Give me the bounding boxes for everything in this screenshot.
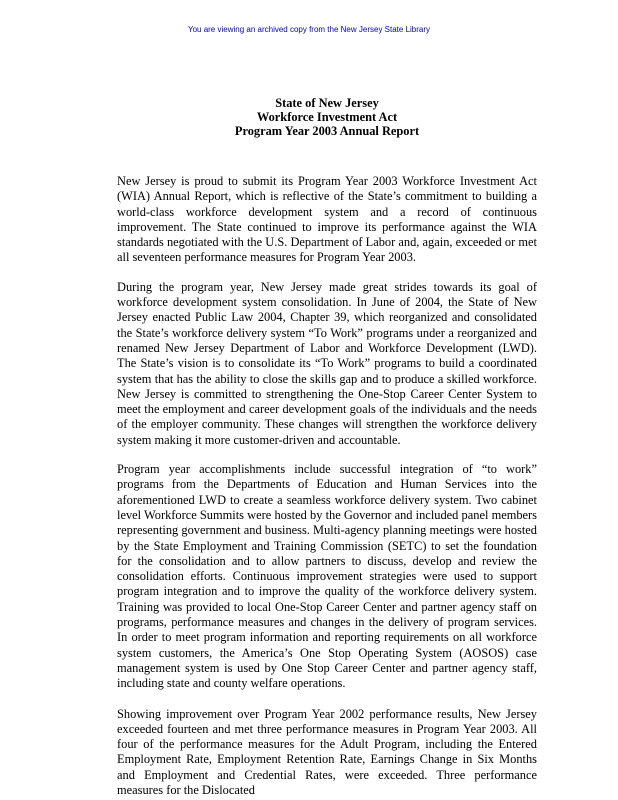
archive-banner: You are viewing an archived copy from the New Jersey State Library — [187, 25, 431, 34]
paragraph-accomplishments: Program year accomplishments include successful integration of “to work” programs from the Departments of Education and Human Services into the aforementioned LWD to create a seamless workforce delivery system. Two cabinet level Workforce Summits were hosted by the Governor and included panel members representing government and business. Multi-agency planning meetings were hosted by the State Employment and Training Commission (SETC) to set the foundation for the consolidation and to allow partners to discuss, develop and review the consolidation efforts. Continuous improvement strategies were used to support program integration and to improve the quality of the workforce delivery system. Training was provided to local One-Stop Career Center and partner agency staff on programs, performance measures and changes in the delivery of program services. In order to meet program information and reporting requirements on all workforce system customers, the America’s One Stop Operating System (AOSOS) case management system is used by One Stop Career Center and partner agency staff, including state and county welfare operations. — [117, 462, 537, 691]
title-line-1: State of New Jersey — [275, 96, 379, 110]
paragraph-performance: Showing improvement over Program Year 2002 performance results, New Jersey exceeded fourteen and met three performance measures in Program Year 2003. All four of the performance measures for the Adult Program, including the Entered Employment Rate, Employment Retention Rate, Earnings Change in Six Months and Employment and Credential Rates, were exceeded. Three performance measures for the Dislocated — [117, 706, 537, 797]
paragraph-intro: New Jersey is proud to submit its Program Year 2003 Workforce Investment Act (WIA) Annual Report, which is reflective of the State’s commitment to building a world-class workforce development system and a record of continuous improvement. The State continued to improve its performance against the WIA standards negotiated with the U.S. Department of Labor and, again, exceeded or met all seventeen performance measures for Program Year 2003. — [117, 174, 537, 265]
title-line-3: Program Year 2003 Annual Report — [234, 124, 420, 138]
paragraph-consolidation: During the program year, New Jersey made great strides towards its goal of workforce development system consolidation. In June of 2004, the State of New Jersey enacted Public Law 2004, Chapter 39, which reorganized and consolidated the State’s workforce delivery system “To Work” programs under a reorganized and renamed New Jersey Department of Labor and Workforce Development (LWD). The State’s vision is to consolidate its “To Work” programs to build a coordinated system that has the ability to close the skills gap and to produce a skilled workforce. New Jersey is committed to strengthening the One-Stop Career Center System to meet the employment and career development goals of the individuals and the needs of the employer community. These changes will strengthen the workforce delivery system making it more customer-driven and accountable. — [117, 279, 537, 447]
title-line-2: Workforce Investment Act — [256, 110, 398, 124]
document-page — [117, 96, 537, 798]
